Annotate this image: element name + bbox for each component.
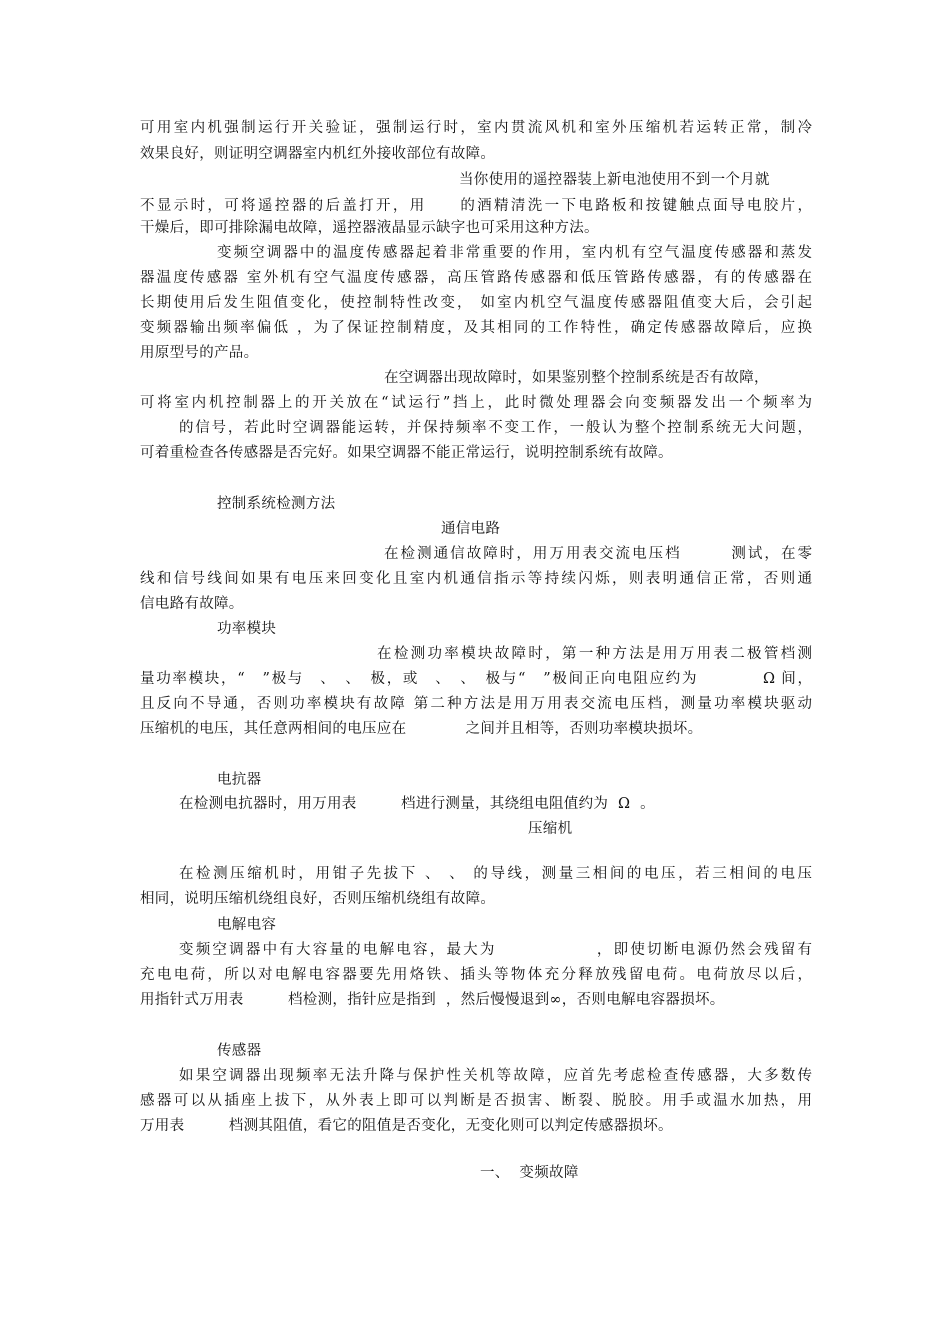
- text-line: 用原型号的产品。: [140, 345, 259, 361]
- text-line: 在检测通信故障时，用万用表交流电压档 测试，在零: [384, 546, 812, 562]
- text-line: 相同，说明压缩机绕组良好，否则压缩机绕组有故障。: [140, 891, 496, 907]
- text-line: 在检测电抗器时，用万用表 档进行测量，其绕组电阻值约为 Ω 。: [179, 796, 655, 812]
- text-line: 在空调器出现故障时，如果鉴别整个控制系统是否有故障，: [384, 370, 769, 386]
- text-line: 在检测功率模块故障时，第一种方法是用万用表二极管档测: [377, 646, 812, 662]
- text-line: 万用表 档测其阻值，看它的阻值是否变化，无变化则可以判定传感器损坏。: [140, 1118, 673, 1134]
- text-line: 变频空调器中的温度传感器起着非常重要的作用，室内机有空气温度传感器和蒸发: [217, 245, 812, 261]
- section-heading: 控制系统检测方法: [217, 496, 336, 512]
- section-heading: 压缩机: [528, 821, 573, 837]
- text-line: 感器可以从插座上拔下，从外表上即可以判断是否损害、断裂、脱胶。用手或温水加热，用: [140, 1093, 812, 1109]
- section-heading: 传感器: [217, 1043, 262, 1059]
- section-heading: 电抗器: [217, 772, 262, 788]
- text-line: 用指针式万用表 档检测，指针应是指到 ，然后慢慢退到∞，否则电解电容器损坏。: [140, 992, 725, 1008]
- text-line: 线和信号线间如果有电压来回变化且室内机通信指示等持续闪烁，则表明通信正常，否则通: [140, 571, 812, 587]
- text-line: 干燥后，即可排除漏电故障，遥控器液晶显示缺字也可采用这种方法。: [140, 220, 599, 236]
- text-line: 信电路有故障。: [140, 596, 244, 612]
- text-line: 压缩机的电压，其任意两相间的电压应在 之间并且相等，否则功率模块损坏。: [140, 721, 703, 737]
- text-line: 的信号，若此时空调器能运转，并保持频率不变工作，一般认为整个控制系统无大问题，: [179, 420, 812, 436]
- text-line: 在检测压缩机时，用钳子先拔下 、 、 的导线，测量三相间的电压，若三相间的电压: [179, 866, 812, 882]
- text-line: 器温度传感器 室外机有空气温度传感器，高压管路传感器和低压管路传感器，有的传感器在: [140, 270, 812, 286]
- text-line: 效果良好，则证明空调器室内机红外接收部位有故障。: [140, 146, 496, 162]
- section-heading: 电解电容: [217, 917, 277, 933]
- text-line: 当你使用的遥控器装上新电池使用不到一个月就: [459, 172, 770, 188]
- text-line: 可将室内机控制器上的开关放在“试运行”挡上，此时微处理器会向变频器发出一个频率为: [140, 395, 812, 411]
- text-line: 充电电荷，所以对电解电容器要先用烙铁、插头等物体充分释放残留电荷。电荷放尽以后，: [140, 967, 812, 983]
- section-heading: 一、 变频故障: [480, 1165, 579, 1181]
- section-heading: 功率模块: [217, 621, 277, 637]
- text-line: 可着重检查各传感器是否完好。如果空调器不能正常运行，说明控制系统有故障。: [140, 445, 673, 461]
- section-heading: 通信电路: [441, 521, 501, 537]
- text-line: 不显示时，可将遥控器的后盖打开，用 的酒精清洗一下电路板和按键触点面导电胶片，: [140, 198, 812, 214]
- text-line: 如果空调器出现频率无法升降与保护性关机等故障，应首先考虑检查传感器，大多数传: [179, 1068, 812, 1084]
- text-line: 且反向不导通，否则功率模块有故障 第二种方法是用万用表交流电压档，测量功率模块驱动: [140, 696, 812, 712]
- text-line: 量功率模块，“ ”极与 、 、 极，或 、 、 极与“ ”极间正向电阻应约为 Ω 间，: [140, 671, 812, 687]
- text-line: 长期使用后发生阻值变化，使控制特性改变， 如室内机空气温度传感器阻值变大后，会引起: [140, 295, 812, 311]
- text-line: 可用室内机强制运行开关验证，强制运行时，室内贯流风机和室外压缩机若运转正常，制冷: [140, 120, 812, 136]
- text-line: 变频器输出频率偏低 ，为了保证控制精度，及其相同的工作特性，确定传感器故障后，应换: [140, 320, 812, 336]
- text-line: 变频空调器中有大容量的电解电容，最大为 ，即使切断电源仍然会残留有: [179, 942, 812, 958]
